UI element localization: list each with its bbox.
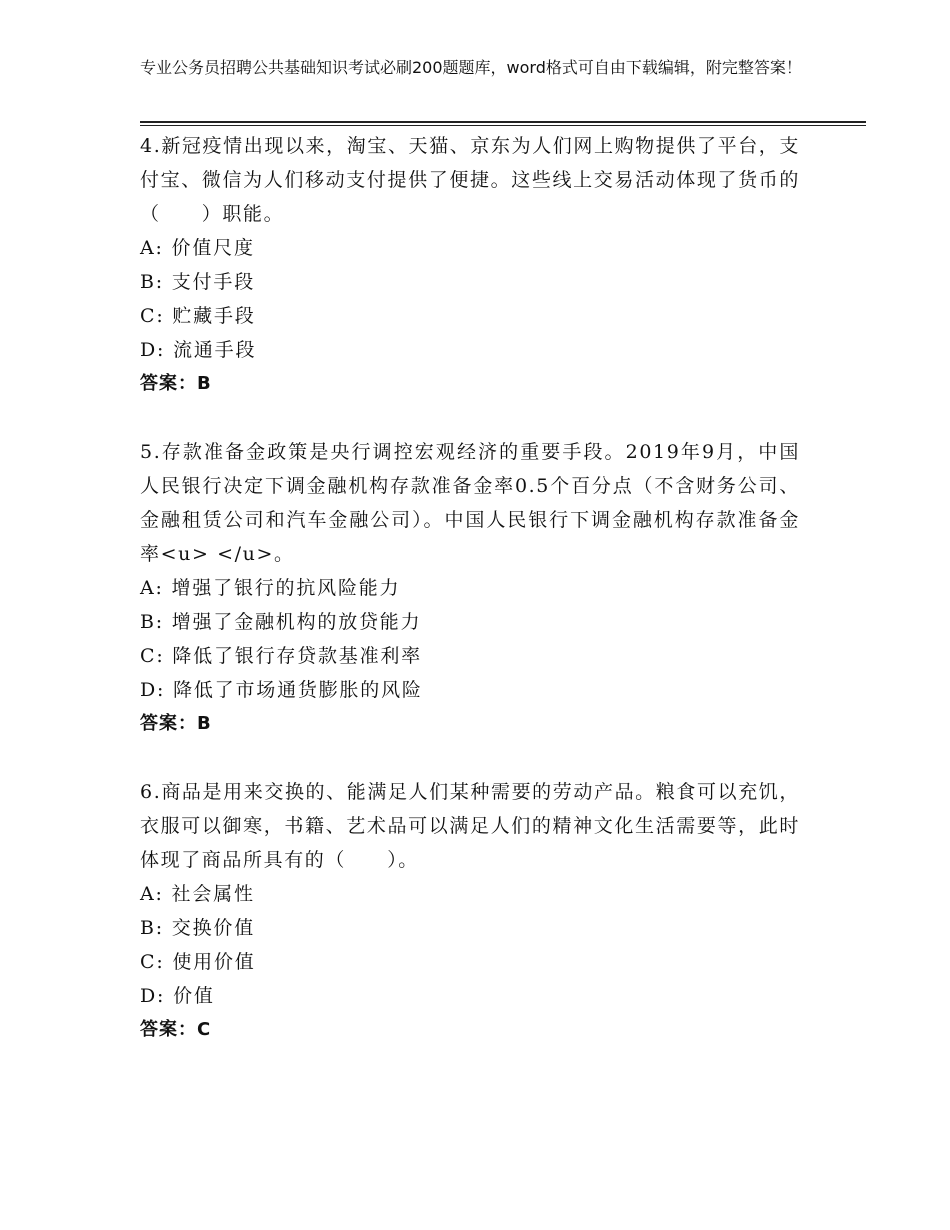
answer: 答案：B: [140, 713, 212, 734]
header-rule-thin: [140, 125, 866, 126]
option-a: A: 价值尺度: [140, 237, 255, 259]
page-header: 专业公务员招聘公共基础知识考试必刷200题题库，word格式可自由下载编辑，附完整答案！: [140, 58, 802, 77]
option-b: B: 交换价值: [140, 917, 256, 939]
question-stem: 4.新冠疫情出现以来，淘宝、天猫、京东为人们网上购物提供了平台，支付宝、微信为人们移动支付提供了便捷。这些线上交易活动体现了货币的（ ）职能。: [140, 135, 800, 225]
option-c: C: 降低了银行存贷款基准利率: [140, 645, 422, 667]
question-stem: 6.商品是用来交换的、能满足人们某种需要的劳动产品。粮食可以充饥，衣服可以御寒，书籍、艺术品可以满足人们的精神文化生活需要等，此时体现了商品所具有的（ ）。: [140, 781, 800, 871]
option-d: D: 流通手段: [140, 339, 257, 361]
header-rule-thick: [140, 121, 866, 123]
question-4: [140, 129, 800, 401]
option-d: D: 降低了市场通货膨胀的风险: [140, 679, 423, 701]
option-b: B: 支付手段: [140, 271, 256, 293]
question-list: [140, 129, 800, 1081]
option-c: C: 贮藏手段: [140, 305, 256, 327]
option-d: D: 价值: [140, 985, 215, 1007]
option-a: A: 社会属性: [140, 883, 255, 905]
option-a: A: 增强了银行的抗风险能力: [140, 577, 401, 599]
question-6: [140, 775, 800, 1047]
question-stem: 5.存款准备金政策是央行调控宏观经济的重要手段。2019年9月，中国人民银行决定下调金融机构存款准备金率0.5个百分点（不含财务公司、金融租赁公司和汽车金融公司）。中国人民银行下调金融机构存款准备金率<u> </u>。: [140, 441, 800, 565]
answer: 答案：C: [140, 1019, 212, 1040]
question-5: [140, 435, 800, 741]
answer: 答案：B: [140, 373, 212, 394]
option-b: B: 增强了金融机构的放贷能力: [140, 611, 422, 633]
option-c: C: 使用价值: [140, 951, 256, 973]
